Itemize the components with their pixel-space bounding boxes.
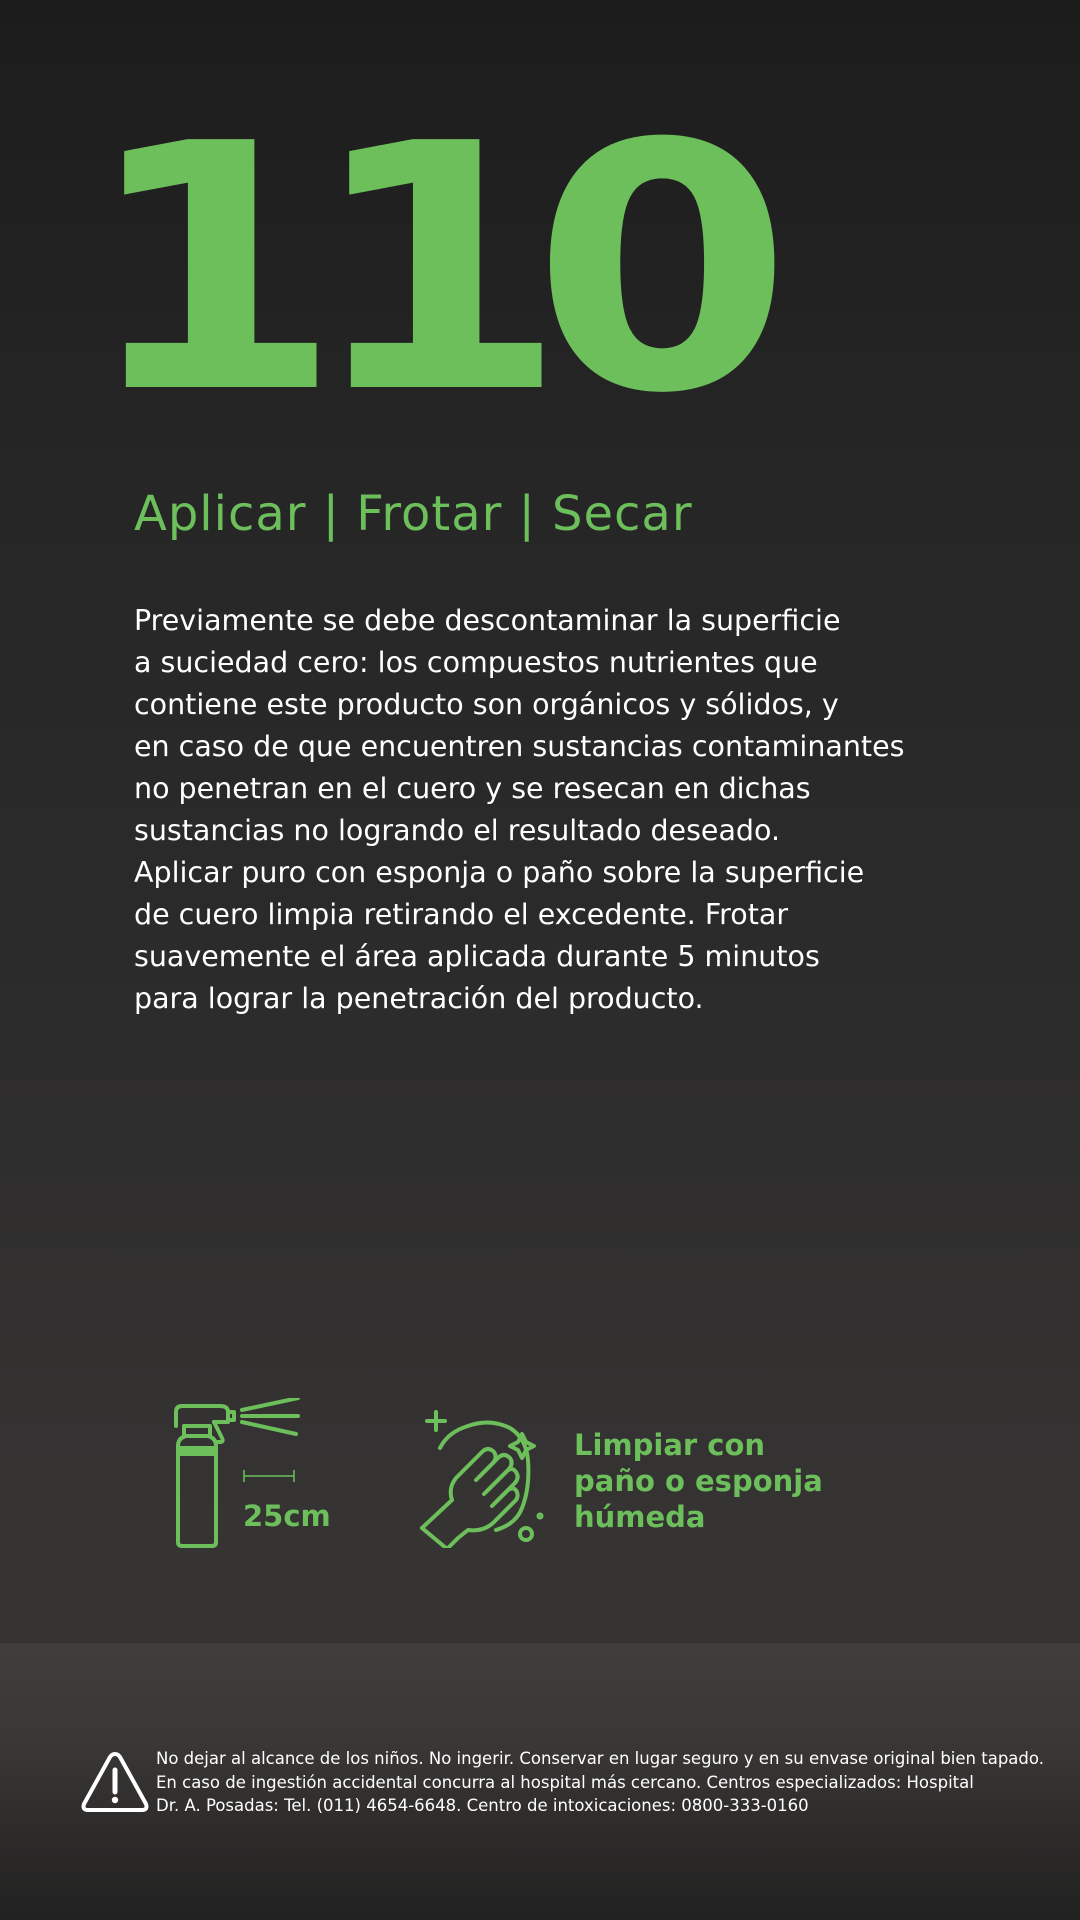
description-line: a suciedad cero: los compuestos nutrientes que <box>134 646 818 679</box>
warning-line: En caso de ingestión accidental concurra al hospital más cercano. Centros especializados: Hospital <box>156 1772 974 1792</box>
description-line: no penetran en el cuero y se resecan en dichas <box>134 772 811 805</box>
description-line: para lograr la penetración del producto. <box>134 982 704 1015</box>
description-line: de cuero limpia retirando el excedente. Frotar <box>134 898 789 931</box>
warning-triangle-icon <box>80 1750 150 1814</box>
subtitle: Aplicar | Frotar | Secar <box>134 486 693 542</box>
description-line: suavemente el área aplicada durante 5 minutos <box>134 940 820 973</box>
wipe-instruction-line: Limpiar con <box>574 1428 766 1462</box>
description-line: sustancias no logrando el resultado deseado. <box>134 814 781 847</box>
description-line: Aplicar puro con esponja o paño sobre la superficie <box>134 856 865 889</box>
description <box>134 600 924 1020</box>
warning-line: No dejar al alcance de los niños. No ingerir. Conservar en lugar seguro y en su envase original bien tapado. <box>156 1749 1044 1768</box>
product-number: 110 <box>82 72 758 468</box>
description-line: en caso de que encuentren sustancias contaminantes <box>134 730 905 763</box>
spray-distance-label: 25cm <box>243 1499 331 1533</box>
description-line: contiene este producto son orgánicos y sólidos, y <box>134 688 839 721</box>
wipe-instruction-label <box>574 1427 823 1535</box>
description-line: Previamente se debe descontaminar la superficie <box>134 604 841 637</box>
warning-text <box>156 1747 1056 1818</box>
hand-cloth-icon <box>418 1408 558 1548</box>
wipe-instruction-line: húmeda <box>574 1500 706 1534</box>
wipe-instruction-line: paño o esponja <box>574 1464 823 1498</box>
warning-line: Dr. A. Posadas: Tel. (011) 4654-6648. Centro de intoxicaciones: 0800-333-0160 <box>156 1796 809 1815</box>
